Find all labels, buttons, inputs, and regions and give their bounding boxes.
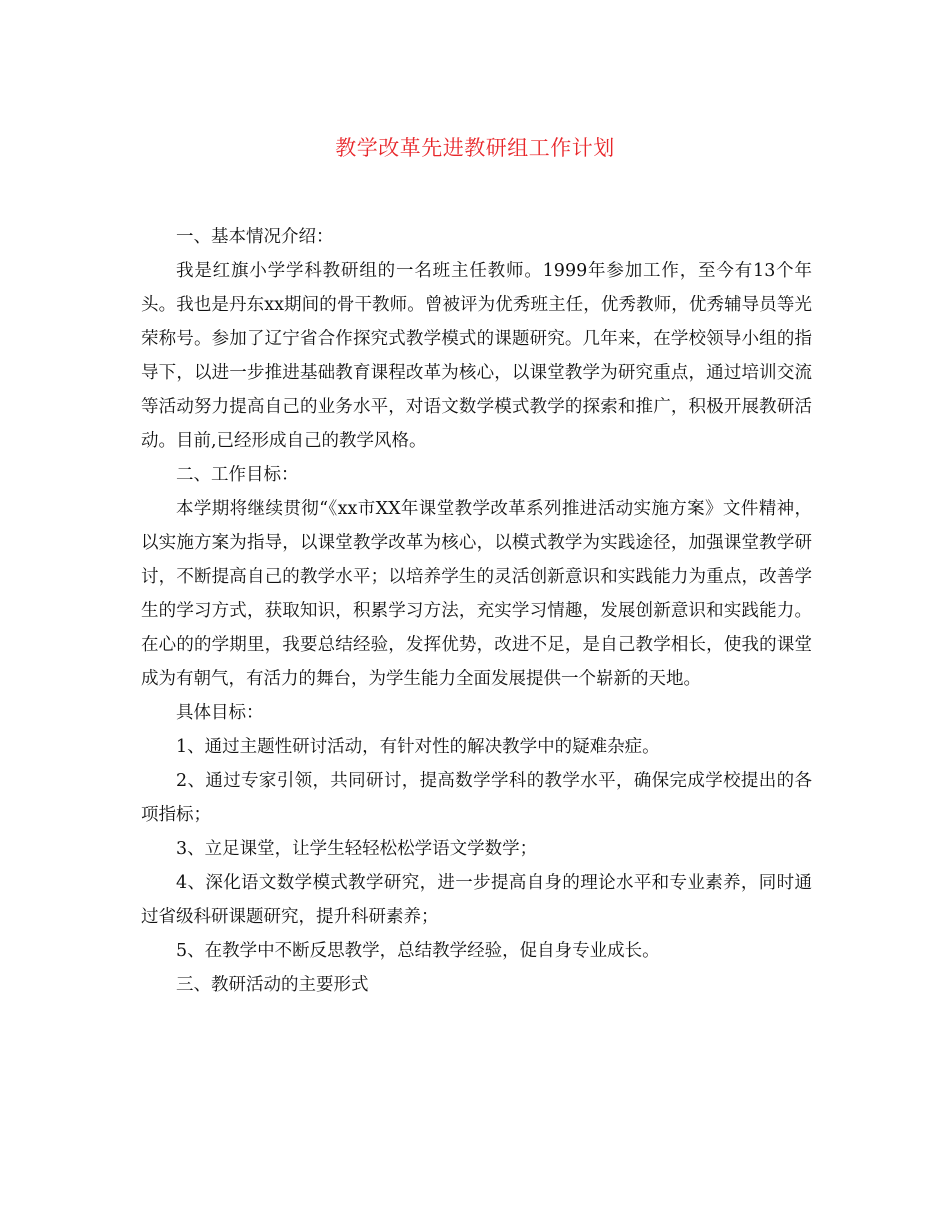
section-heading-activities: 三、教研活动的主要形式	[176, 975, 369, 995]
list-item-goal-4: 4、深化语文数学模式教学研究，进一步提高自身的理论水平和专业素养，同时通过省级科研课题研究，提升科研素养；	[141, 873, 812, 927]
list-item-goal-3: 3、立足课堂，让学生轻轻松松学语文学数学；	[176, 839, 538, 859]
list-item-goal-5: 5、在教学中不断反思教学，总结教学经验，促自身专业成长。	[176, 941, 660, 961]
document-title: 教学改革先进教研组工作计划	[335, 136, 615, 160]
paragraph-goals: 本学期将继续贯彻“《xx市XX年课堂教学改革系列推进活动实施方案》文件精神，以实施方案为指导，以课堂教学改革为核心，以模式教学为实践途径，加强课堂教学研讨，不断提高自己的教学水平；以培养学生的灵活创新意识和实践能力为重点，改善学生的学习方式，获取知识，积累学习方法，充实学习情趣，发展创新意识和实践能力。在心的的学期里，我要总结经验，发挥优势，改进不足，是自己教学相长，使我的课堂成为有朝气，有活力的舞台，为学生能力全面发展提供一个崭新的天地。	[141, 499, 812, 689]
document-body	[141, 220, 812, 1002]
paragraph-intro: 我是红旗小学学科教研组的一名班主任教师。1999年参加工作，至今有13个年头。我也是丹东xx期间的骨干教师。曾被评为优秀班主任，优秀教师，优秀辅导员等光荣称号。参加了辽宁省合作探究式教学模式的课题研究。几年来，在学校领导小组的指导下，以进一步推进基础教育课程改革为核心，以课堂教学为研究重点，通过培训交流等活动努力提高自己的业务水平，对语文数学模式教学的探索和推广，积极开展教研活动。目前,已经形成自己的教学风格。	[141, 261, 812, 451]
section-heading-basic-info: 一、基本情况介绍：	[176, 227, 334, 247]
section-heading-work-goals: 二、工作目标：	[176, 465, 299, 485]
subheading-specific-goals: 具体目标：	[176, 703, 264, 723]
list-item-goal-2: 2、通过专家引领，共同研讨，提高数学学科的教学水平，确保完成学校提出的各项指标；	[141, 771, 812, 825]
list-item-goal-1: 1、通过主题性研讨活动，有针对性的解决教学中的疑难杂症。	[176, 737, 660, 757]
